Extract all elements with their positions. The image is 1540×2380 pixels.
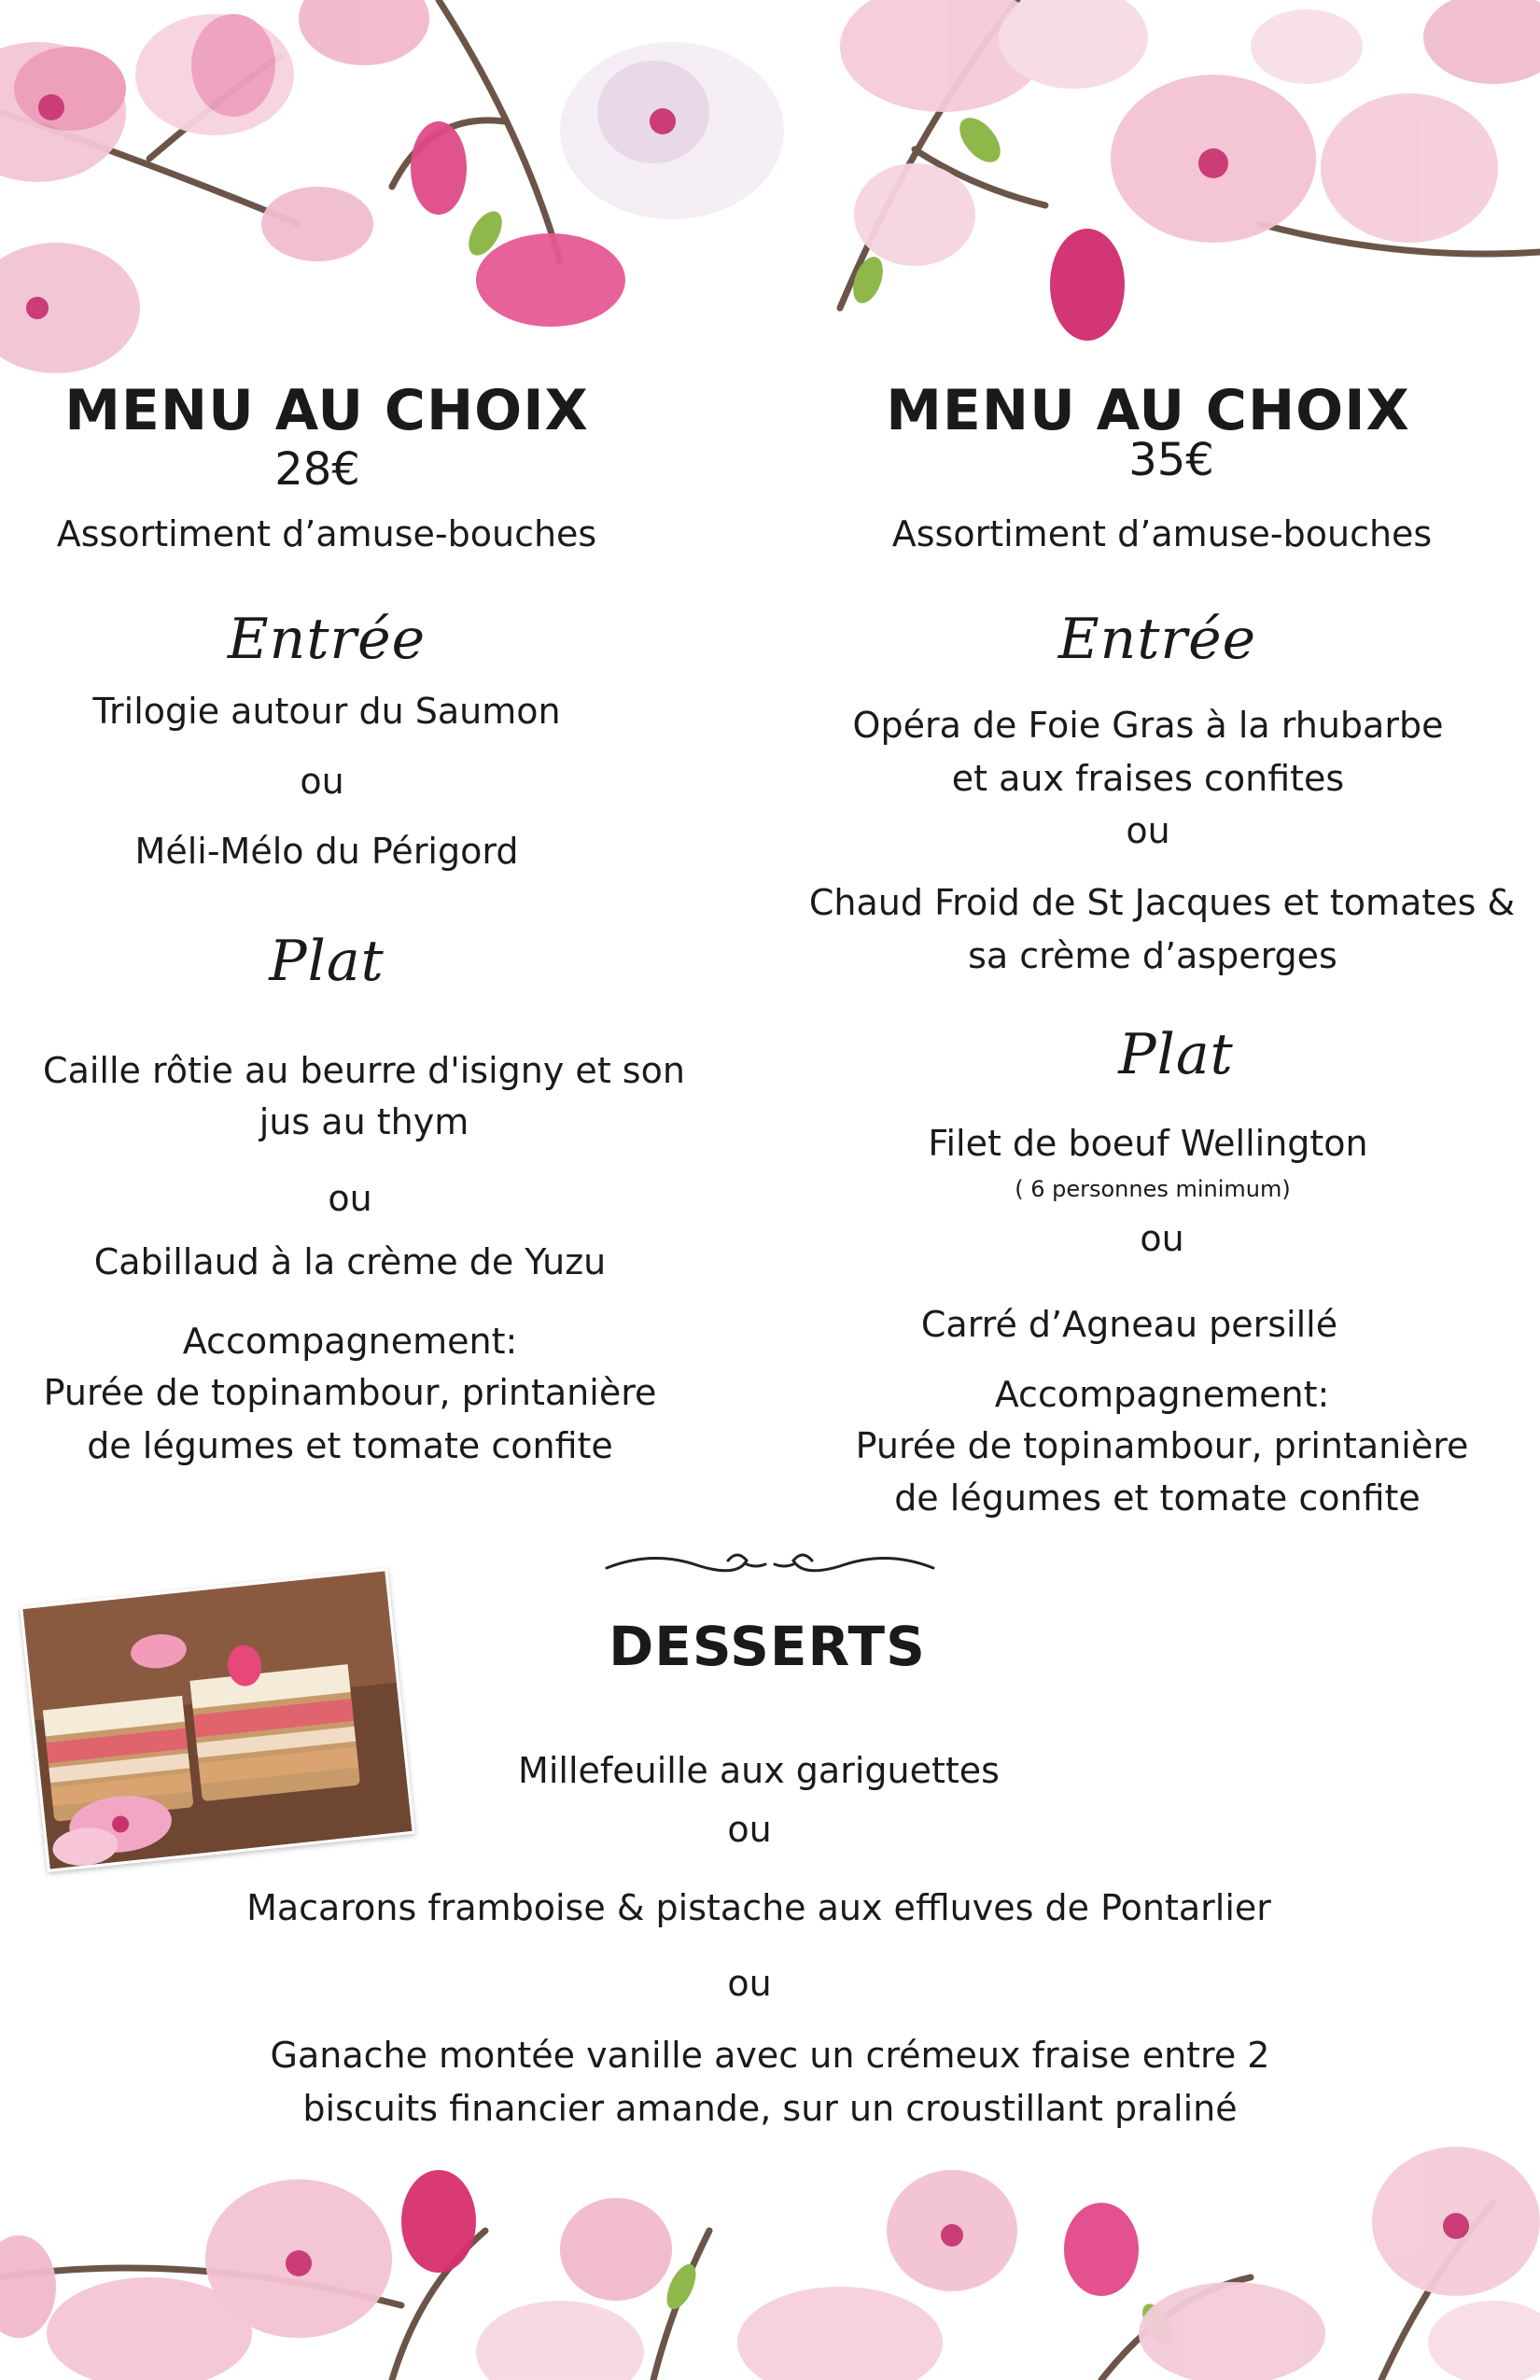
right-side-line2: de légumes et tomate confite [894,1477,1421,1519]
right-entree-heading: Entrée [1057,607,1257,672]
ornament-divider [597,1540,943,1587]
left-entree-heading: Entrée [227,607,427,672]
right-side-line1: Purée de topinambour, printanière [855,1425,1469,1466]
right-plat-or: ou [1140,1218,1184,1259]
right-entree-2-line2: sa crème d’asperges [968,935,1337,976]
dessert-or-1: ou [727,1809,772,1850]
left-side-label: Accompagnement: [182,1321,518,1362]
right-menu-title: MENU AU CHOIX [886,378,1410,443]
left-plat-2: Cabillaud à la crème de Yuzu [93,1241,607,1282]
left-menu-price: 28€ [274,443,360,496]
right-entree-1-line1: Opéra de Foie Gras à la rhubarbe [852,705,1444,746]
left-plat-heading: Plat [269,929,385,994]
dessert-3-line2: biscuits financier amande, sur un croustillant praliné [302,2088,1238,2129]
dessert-3-line1: Ganache montée vanille avec un crémeux fraise entre 2 [270,2035,1270,2076]
left-side-line1: Purée de topinambour, printanière [43,1372,657,1413]
right-menu-price: 35€ [1128,434,1214,486]
right-side-label: Accompagnement: [994,1374,1330,1415]
right-entree-or: ou [1126,810,1170,851]
left-entree-1: Trilogie autour du Saumon [92,691,561,732]
left-plat-or: ou [328,1178,372,1219]
right-entree-2-line1: Chaud Froid de St Jacques et tomates & [808,882,1516,923]
left-side-line2: de légumes et tomate confite [87,1425,613,1466]
dessert-1: Millefeuille aux gariguettes [518,1750,1000,1791]
right-plat-2: Carré d’Agneau persillé [920,1304,1338,1345]
floral-border-bottom [0,2147,1540,2380]
left-entree-or: ou [300,761,344,802]
left-plat-1-line1: Caille rôtie au beurre d'isigny et son [43,1050,685,1091]
left-plat-1-line2: jus au thym [259,1101,469,1142]
dessert-2: Macarons framboise & pistache aux effluves de Pontarlier [246,1887,1271,1928]
right-entree-1-line2: et aux fraises confites [951,758,1345,799]
right-plat-heading: Plat [1118,1022,1234,1087]
floral-border-top [0,0,1540,373]
dessert-or-2: ou [727,1963,772,2004]
left-entree-2: Méli-Mélo du Périgord [134,831,519,872]
left-menu-title: MENU AU CHOIX [64,378,589,443]
right-amuse-bouches: Assortiment d’amuse-bouches [891,513,1433,554]
left-amuse-bouches: Assortiment d’amuse-bouches [56,513,597,554]
right-plat-1-note: ( 6 personnes minimum) [1015,1176,1291,1202]
right-plat-1: Filet de boeuf Wellington [928,1123,1368,1164]
desserts-title: DESSERTS [609,1615,926,1678]
